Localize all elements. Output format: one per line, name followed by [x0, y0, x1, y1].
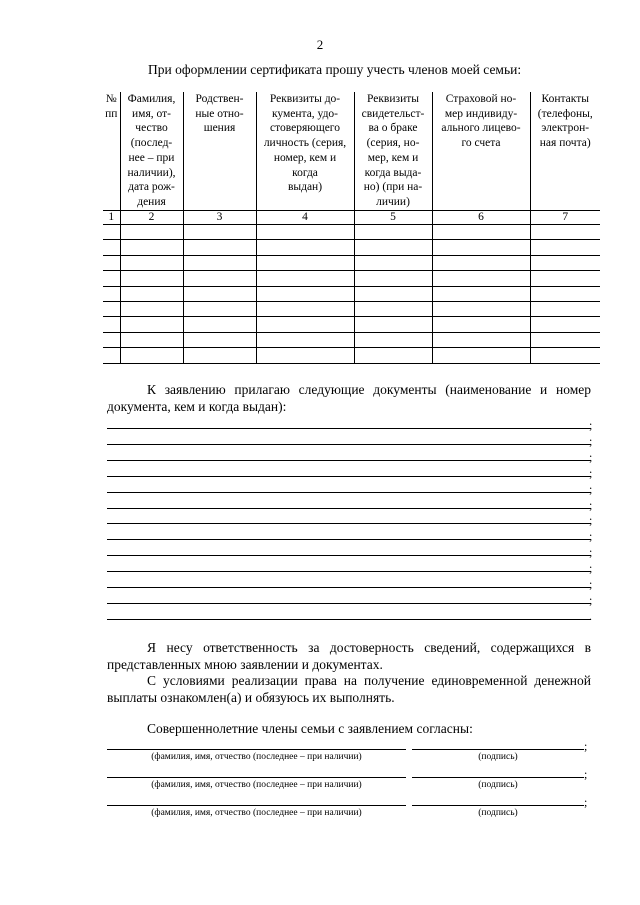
table-cell[interactable] [432, 286, 530, 301]
table-cell[interactable] [183, 332, 256, 347]
table-cell[interactable] [432, 240, 530, 255]
header-number [103, 92, 120, 211]
line-end-mark: ; [589, 513, 593, 528]
header-line: номер, кем и [273, 151, 337, 164]
attachment-line[interactable] [107, 476, 591, 477]
table-cell[interactable] [183, 225, 256, 240]
line-end-mark: ; [589, 561, 593, 576]
table-cell[interactable] [432, 332, 530, 347]
table-row [103, 255, 600, 270]
signature-caption: (подпись) [478, 780, 518, 790]
table-cell[interactable] [354, 271, 432, 286]
header-line: пп [105, 107, 118, 120]
header-line: (телефоны, [537, 107, 593, 120]
header-line: нее – при [128, 151, 175, 164]
table-cell[interactable] [354, 255, 432, 270]
header-line: ная почта) [539, 137, 591, 150]
signature-caption: (подпись) [478, 808, 518, 818]
column-number: 7 [530, 211, 600, 225]
consent-text: Совершеннолетние члены семьи с заявлением согласны: [147, 721, 473, 736]
table-cell[interactable] [530, 317, 600, 332]
table-cell[interactable] [432, 317, 530, 332]
attachment-line[interactable] [107, 508, 591, 509]
family-member-name-line[interactable] [107, 777, 406, 778]
line-end-mark: ; [589, 433, 593, 448]
signature-caption: (подпись) [478, 752, 518, 762]
table-cell[interactable] [256, 348, 354, 363]
table-row [103, 317, 600, 332]
table-cell[interactable] [103, 225, 120, 240]
table-cell[interactable] [103, 301, 120, 316]
header-line: го счета [461, 137, 501, 150]
line-end-mark: ; [584, 739, 588, 753]
header-line: (послед- [130, 137, 173, 150]
table-cell[interactable] [183, 301, 256, 316]
table-cell[interactable] [183, 255, 256, 270]
table-cell[interactable] [120, 225, 183, 240]
table-cell[interactable] [120, 255, 183, 270]
table-cell[interactable] [120, 271, 183, 286]
header-full-name [120, 92, 183, 211]
attachment-line[interactable] [107, 492, 591, 493]
signature-line[interactable] [412, 749, 584, 750]
table-cell[interactable] [103, 255, 120, 270]
table-cell[interactable] [354, 332, 432, 347]
header-line: стоверяющего [270, 122, 340, 135]
header-line: свидетельст- [361, 107, 425, 120]
header-line: кумента, удо- [271, 107, 339, 120]
table-cell[interactable] [256, 225, 354, 240]
header-line: Реквизиты до- [269, 93, 341, 105]
table-row [103, 286, 600, 301]
column-numbers-row [103, 211, 600, 225]
line-end-mark: ; [584, 767, 588, 781]
table-cell[interactable] [103, 286, 120, 301]
header-line: дата рож- [128, 181, 175, 194]
header-snils [432, 92, 530, 211]
header-line: Реквизиты [367, 93, 419, 105]
table-cell[interactable] [256, 286, 354, 301]
signature-line[interactable] [412, 805, 584, 806]
table-cell[interactable] [120, 301, 183, 316]
table-cell[interactable] [120, 240, 183, 255]
header-line: № [105, 93, 117, 105]
table-row [103, 271, 600, 286]
table-cell[interactable] [256, 255, 354, 270]
attachment-line[interactable] [107, 444, 591, 445]
header-marriage-certificate [354, 92, 432, 211]
name-caption: (фамилия, имя, отчество (последнее – при наличии) [151, 752, 362, 762]
attachment-line[interactable] [107, 539, 591, 540]
table-cell[interactable] [354, 225, 432, 240]
table-cell[interactable] [256, 271, 354, 286]
name-caption: (фамилия, имя, отчество (последнее – при наличии) [151, 808, 362, 818]
table-cell[interactable] [432, 255, 530, 270]
attachment-line[interactable] [107, 555, 591, 556]
table-row [103, 348, 600, 363]
header-line: Фамилия, [127, 93, 176, 105]
attachment-line[interactable] [107, 428, 591, 429]
header-line: электрон- [541, 122, 590, 135]
line-end-mark: ; [584, 795, 588, 809]
conditions-paragraph: С условиями реализации права на получение единовременной денежной выплаты ознакомлен(а) и обязуюсь их выполнять. [107, 673, 591, 705]
table-cell[interactable] [256, 240, 354, 255]
page-number: 2 [316, 37, 324, 52]
header-line: личии) [376, 195, 410, 208]
table-cell[interactable] [120, 317, 183, 332]
header-line: ные отно- [195, 107, 244, 120]
header-line: шения [203, 122, 236, 135]
column-number: 3 [183, 211, 256, 225]
header-relationship [183, 92, 256, 211]
header-line: чество [135, 122, 168, 135]
line-end-mark: ; [589, 545, 593, 560]
attachment-line[interactable] [107, 587, 591, 588]
line-end-mark: ; [589, 449, 593, 464]
table-cell[interactable] [530, 301, 600, 316]
table-cell[interactable] [183, 271, 256, 286]
column-number: 1 [103, 211, 120, 225]
header-line: Родствен- [195, 93, 244, 105]
table-row [103, 301, 600, 316]
table-cell[interactable] [183, 348, 256, 363]
column-number: 6 [432, 211, 530, 225]
signature-line[interactable] [412, 777, 584, 778]
header-line: Контакты [541, 93, 589, 105]
name-caption: (фамилия, имя, отчество (последнее – при наличии) [151, 780, 362, 790]
table-cell[interactable] [103, 240, 120, 255]
table-cell[interactable] [530, 348, 600, 363]
table-row [103, 240, 600, 255]
table-cell[interactable] [120, 332, 183, 347]
table-cell[interactable] [354, 301, 432, 316]
header-id-document [256, 92, 354, 211]
attachment-line[interactable] [107, 603, 591, 604]
line-end-mark: ; [589, 592, 593, 607]
attachments-paragraph: К заявлению прилагаю следующие документы (наименование и номер документа, кем и когда выдан): [107, 382, 591, 414]
table-cell[interactable] [432, 348, 530, 363]
header-line: мер, кем и [367, 151, 419, 164]
table-row [103, 225, 600, 240]
header-line: когда выда- [364, 166, 422, 179]
table-cell[interactable] [530, 240, 600, 255]
header-line: Страховой но- [445, 93, 517, 105]
attachment-line[interactable] [107, 571, 591, 572]
family-member-name-line[interactable] [107, 805, 406, 806]
table-cell[interactable] [530, 332, 600, 347]
header-line: личность (серия, [263, 137, 347, 150]
attachment-line[interactable] [107, 619, 591, 620]
responsibility-paragraph: Я несу ответственность за достоверность сведений, содержащихся в представленных мною заявлении и документах. [107, 640, 591, 672]
line-end-mark: ; [589, 418, 593, 432]
table-cell[interactable] [183, 240, 256, 255]
header-line: ального лицево- [441, 122, 521, 135]
header-line: наличии), [127, 166, 176, 179]
table-cell[interactable] [103, 271, 120, 286]
intro-text: При оформлении сертификата прошу учесть членов моей семьи: [148, 62, 522, 77]
header-line: (серия, но- [366, 137, 420, 150]
table-cell[interactable] [530, 255, 600, 270]
table-cell[interactable] [256, 301, 354, 316]
table-cell[interactable] [256, 332, 354, 347]
column-number: 2 [120, 211, 183, 225]
header-line: имя, от- [132, 107, 171, 120]
column-number: 4 [256, 211, 354, 225]
table-cell[interactable] [354, 317, 432, 332]
table-header-row [103, 92, 600, 211]
table-cell[interactable] [183, 317, 256, 332]
header-line: выдан) [287, 181, 323, 194]
column-number: 5 [354, 211, 432, 225]
family-member-name-line[interactable] [107, 749, 406, 750]
header-line: дения [137, 195, 166, 208]
attachment-line[interactable] [107, 523, 591, 524]
header-contacts [530, 92, 600, 211]
table-cell[interactable] [354, 286, 432, 301]
table-cell[interactable] [432, 301, 530, 316]
table-row [103, 332, 600, 347]
table-cell[interactable] [120, 286, 183, 301]
line-end-mark: ; [589, 465, 593, 480]
line-end-mark: ; [589, 481, 593, 496]
table-cell[interactable] [103, 348, 120, 363]
table-cell[interactable] [103, 317, 120, 332]
header-line: но) (при на- [363, 181, 423, 194]
table-cell[interactable] [530, 286, 600, 301]
line-end-mark: ; [589, 497, 593, 512]
family-members-table [103, 92, 600, 364]
table-cell[interactable] [432, 225, 530, 240]
table-cell[interactable] [103, 332, 120, 347]
table-cell[interactable] [120, 348, 183, 363]
table-cell[interactable] [530, 271, 600, 286]
table-cell[interactable] [354, 240, 432, 255]
table-cell[interactable] [183, 286, 256, 301]
table-cell[interactable] [432, 271, 530, 286]
line-end-mark: ; [589, 577, 593, 591]
line-end-mark: . [589, 608, 592, 623]
table-cell[interactable] [256, 317, 354, 332]
header-line: ва о браке [368, 122, 418, 135]
line-end-mark: ; [589, 529, 593, 544]
attachment-line[interactable] [107, 460, 591, 461]
table-cell[interactable] [530, 225, 600, 240]
table-cell[interactable] [354, 348, 432, 363]
header-line: мер индивиду- [444, 107, 518, 120]
header-line: когда [292, 166, 318, 179]
